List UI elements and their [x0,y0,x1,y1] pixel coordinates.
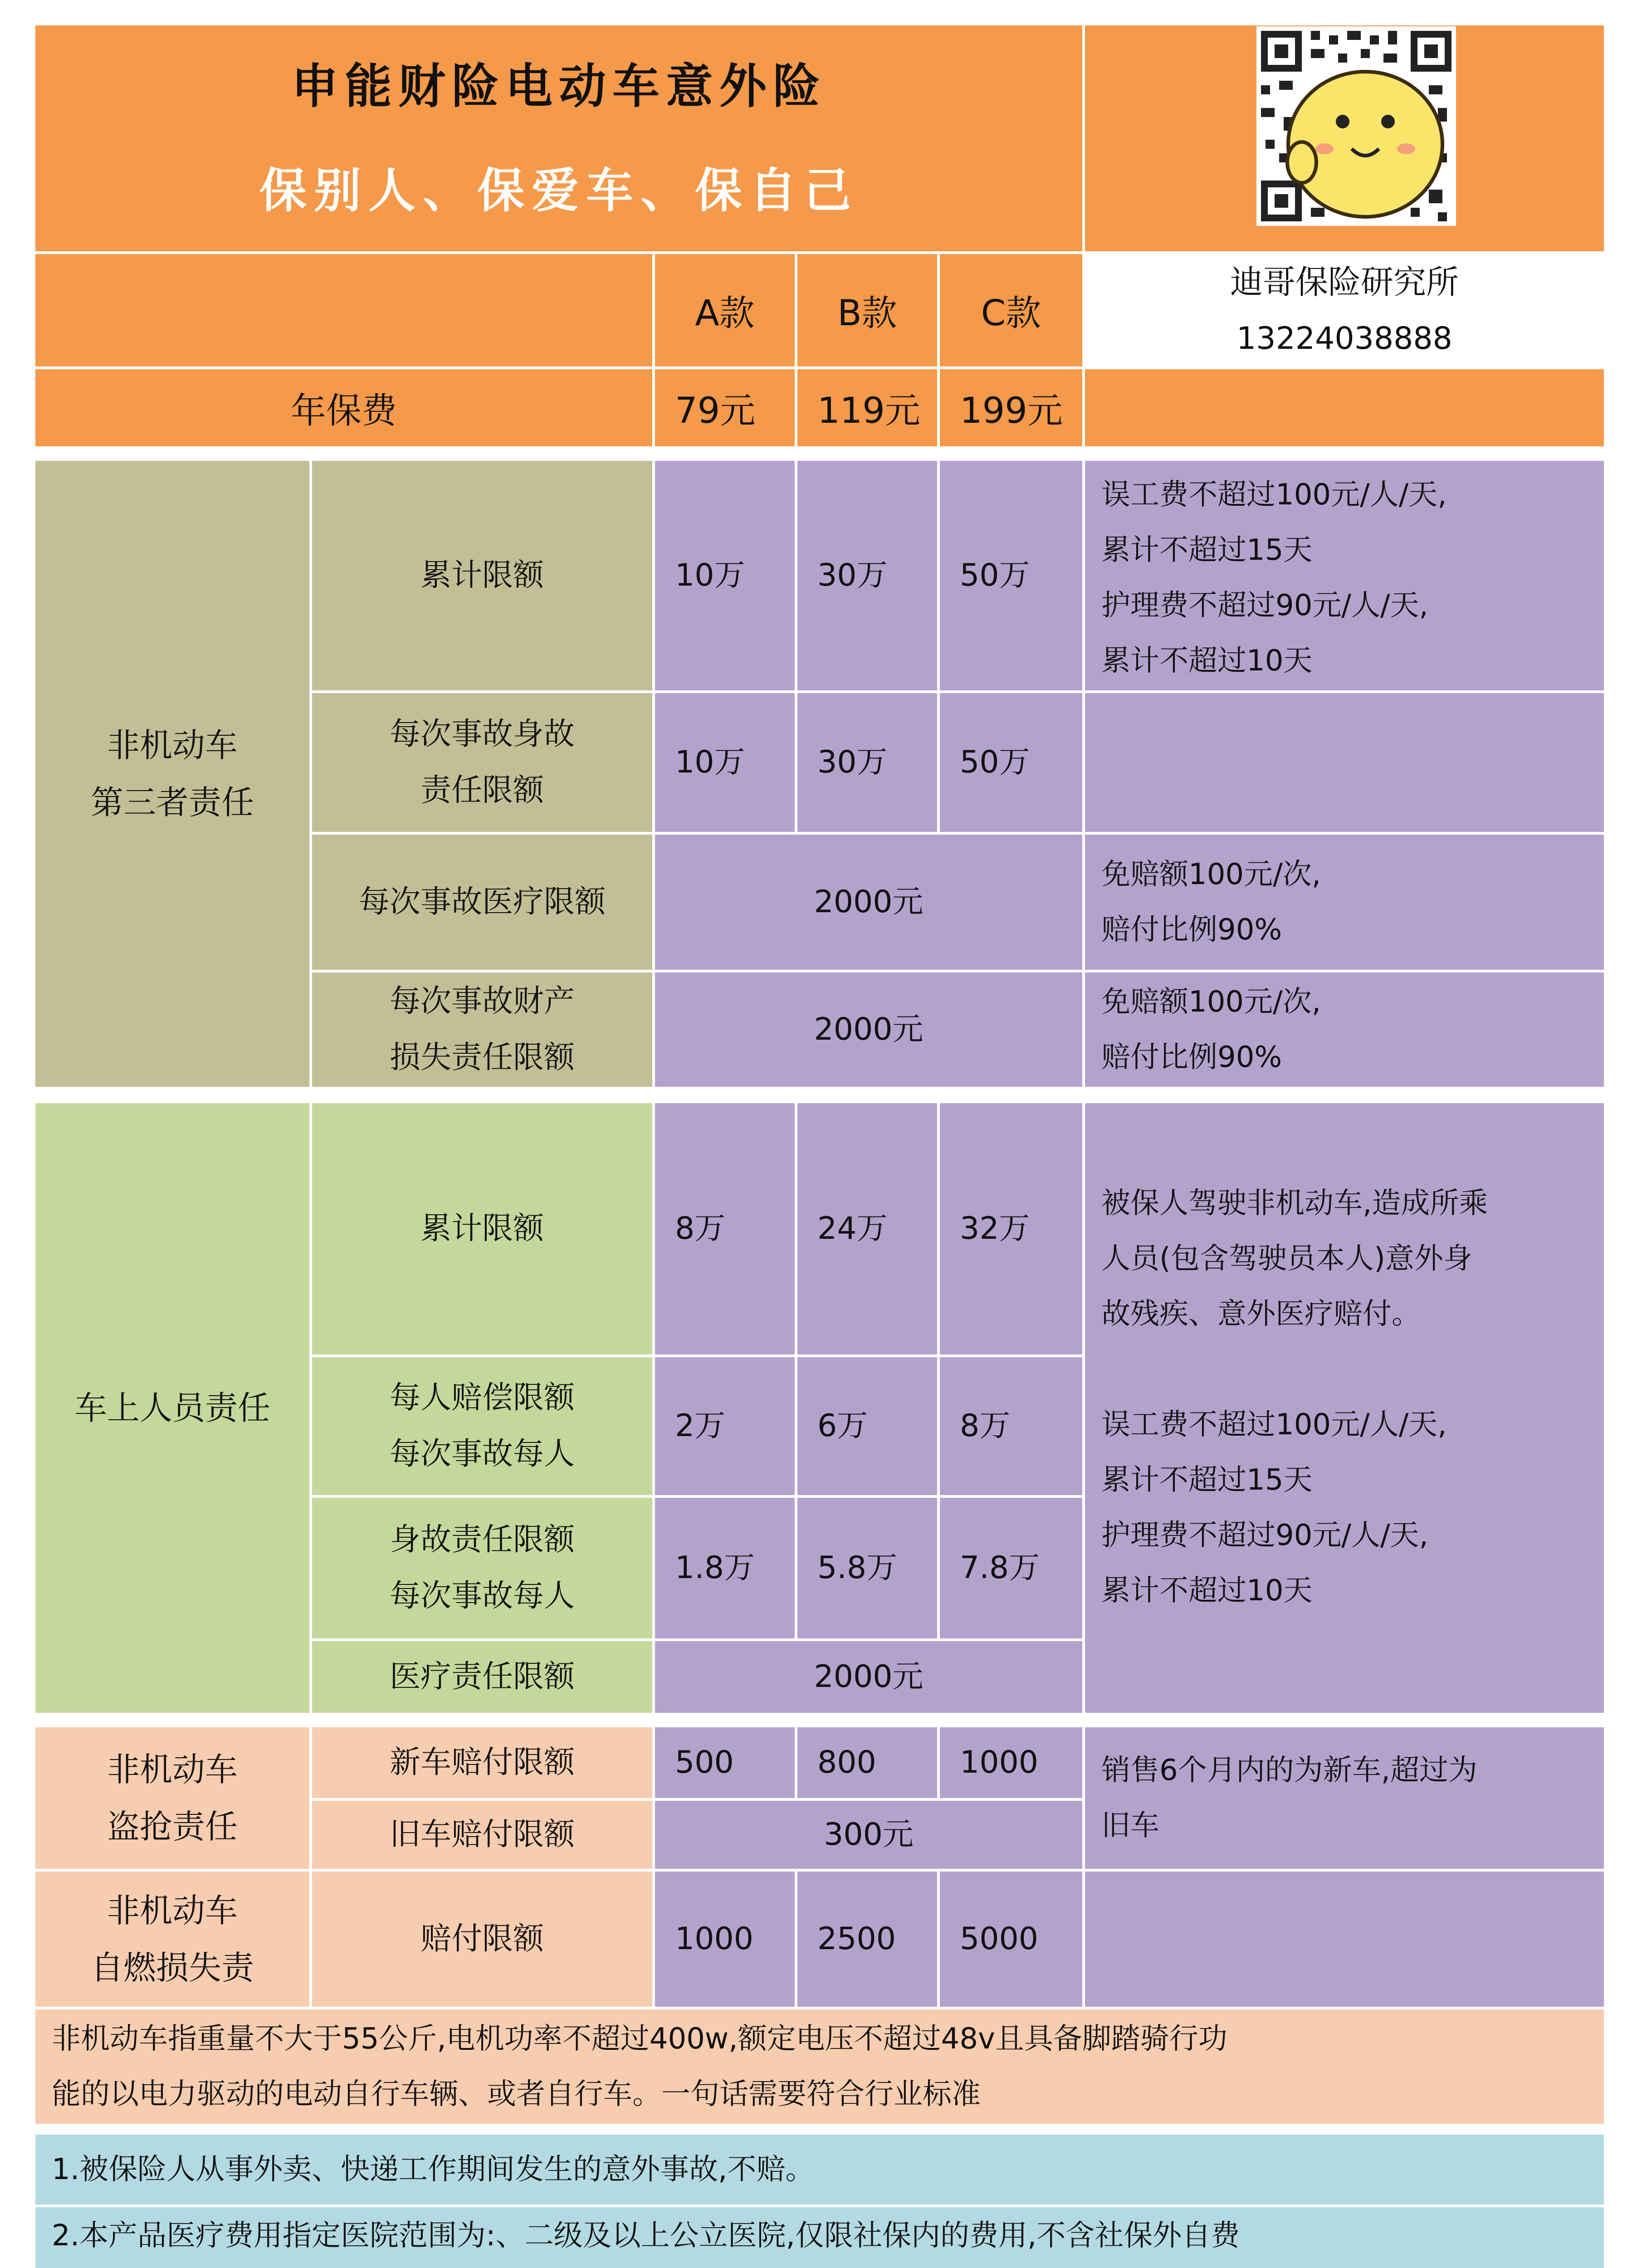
page-slogan: 保别人、保爱车、保自己 [259,163,858,218]
plan-c-header: C款 [937,251,1085,369]
page-title: 申能财险电动车意外险 [291,59,826,114]
tp-r2-a: 10万 [652,690,797,835]
fi-r1-b: 2500 [795,1869,940,2009]
ps-r2-b: 6万 [795,1354,940,1498]
tp-r4-note: 免赔额100元/次, 赔付比例90% [1082,970,1607,1090]
tp-r3-value: 2000元 [652,832,1085,973]
ps-r4-label: 医疗责任限额 [309,1638,655,1716]
title-cell [33,23,1085,254]
tp-r3-label: 每次事故医疗限额 [309,832,655,973]
fire-label: 非机动车 自燃损失责 [33,1869,312,2009]
ps-r3-b: 5.8万 [795,1495,940,1641]
tp-r2-c: 50万 [937,690,1085,835]
theft-label: 非机动车 盗抢责任 [33,1725,312,1872]
tp-r4-value: 2000元 [652,970,1085,1090]
ps-r3-c: 7.8万 [937,1495,1085,1641]
th-r1-c: 1000 [937,1725,1085,1801]
plan-a-header: A款 [652,251,797,369]
tp-r1-b: 30万 [795,458,940,693]
premium-b: 119元 [795,367,940,449]
th-r1-b: 800 [795,1725,940,1801]
plan-b-header: B款 [795,251,940,369]
fi-r1-a: 1000 [652,1869,797,2009]
ps-r2-c: 8万 [937,1354,1085,1498]
ps-note: 被保人驾驶非机动车,造成所乘 人员(包含驾驶员本人)意外身 故残疾、意外医疗赔付。 误工费不超过100元/人/天, 累计不超过15天 护理费不超过90元/人/天, 累计不超过10天 [1082,1100,1607,1716]
note-1: 1.被保险人从事外卖、快递工作期间发生的意外事故,不赔。 [33,2132,1607,2207]
header-empty [33,251,655,369]
fi-note [1082,1869,1607,2009]
ps-r3-a: 1.8万 [652,1495,797,1641]
premium-a: 79元 [652,367,797,449]
definition-block: 非机动车指重量不大于55公斤,电机功率不超过400w,额定电压不超过48v且具备脚踏骑行功 能的以电力驱动的电动自行车辆、或者自行车。一句话需要符合行业标准 [33,2007,1607,2126]
ps-r1-label: 累计限额 [309,1100,655,1357]
th-r1-a: 500 [652,1725,797,1801]
ps-r2-label: 每人赔偿限额 每次事故每人 [309,1354,655,1498]
third-party-label: 非机动车 第三者责任 [33,458,312,1090]
fi-r1-c: 5000 [937,1869,1085,2009]
tp-r2-b: 30万 [795,690,940,835]
premium-c: 199元 [937,367,1085,449]
ps-r1-c: 32万 [937,1100,1085,1357]
agency-phone: 13224038888 [1236,321,1452,357]
tp-r2-label: 每次事故身故 责任限额 [309,690,655,835]
passenger-label: 车上人员责任 [33,1100,312,1716]
th-r1-label: 新车赔付限额 [309,1725,655,1801]
tp-r2-note [1082,690,1607,835]
tp-r1-a: 10万 [652,458,797,693]
ps-r4-value: 2000元 [652,1638,1085,1716]
ps-r3-label: 身故责任限额 每次事故每人 [309,1495,655,1641]
ps-r2-a: 2万 [652,1354,797,1498]
premium-label: 年保费 [33,367,655,449]
agency-cell [1082,251,1607,369]
agency-name: 迪哥保险研究所 [1230,263,1459,301]
fi-r1-label: 赔付限额 [309,1869,655,2009]
th-r2-label: 旧车赔付限额 [309,1798,655,1872]
tp-r3-note: 免赔额100元/次, 赔付比例90% [1082,832,1607,973]
premium-empty [1082,367,1607,449]
qr-code-icon [1256,25,1456,227]
tp-r1-label: 累计限额 [309,458,655,693]
note-2: 2.本产品医疗费用指定医院范围为:、二级及以上公立医院,仅限社保内的费用,不含社保外自费 [33,2204,1607,2268]
ps-r1-b: 24万 [795,1100,940,1357]
tp-r1-note: 误工费不超过100元/人/天, 累计不超过15天 护理费不超过90元/人/天, 累计不超过10天 [1082,458,1607,693]
ps-r1-a: 8万 [652,1100,797,1357]
tp-r4-label: 每次事故财产 损失责任限额 [309,970,655,1090]
tp-r1-c: 50万 [937,458,1085,693]
th-note: 销售6个月内的为新车,超过为 旧车 [1082,1725,1607,1872]
th-r2-value: 300元 [652,1798,1085,1872]
